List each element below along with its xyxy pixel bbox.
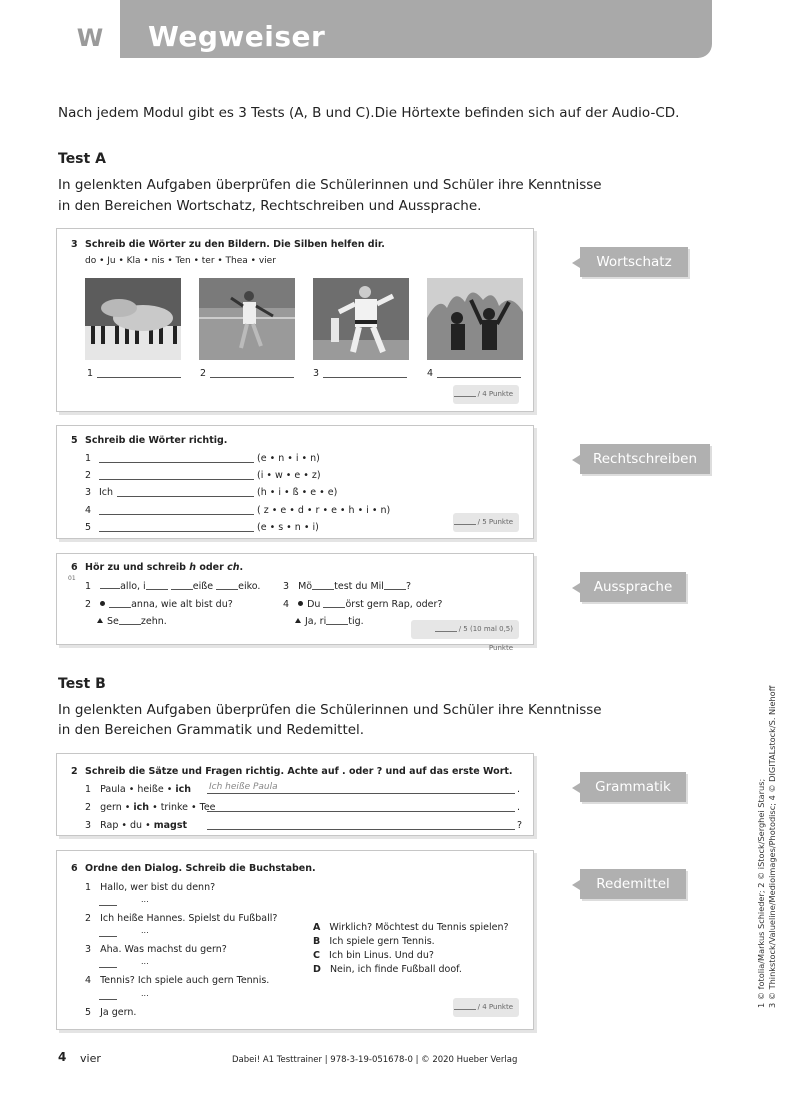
sample-answer: Ich heiße Paula: [209, 782, 278, 792]
tag-grammatik: Grammatik: [580, 772, 686, 802]
triangle-icon: [97, 618, 103, 623]
tag-aussprache: Aussprache: [580, 572, 686, 602]
option-item: D Nein, ich finde Fußball doof.: [313, 964, 462, 975]
score-box: / 4 Punkte: [453, 385, 519, 404]
letter-hint: ( z • e • d • r • e • h • i • n): [257, 505, 391, 516]
letter-hint: (i • w • e • z): [257, 470, 321, 481]
answer-label: 4: [427, 368, 434, 379]
answer-line[interactable]: [207, 811, 515, 812]
answer-line[interactable]: [99, 936, 117, 937]
letter-hint: (e • n • i • n): [257, 453, 320, 464]
punctuation: .: [517, 784, 521, 795]
task-number: 2: [71, 766, 78, 777]
line-1: 1 allo, i eiße eiko.: [85, 581, 261, 592]
line-2: 2 anna, wie alt bist du?: [85, 599, 233, 610]
dots: ...: [141, 926, 149, 935]
row-2: 2 gern • ich • trinke • Tee: [85, 802, 216, 813]
exercise-box-rechtschreiben: [56, 425, 534, 539]
test-b-heading: Test B: [58, 676, 106, 692]
intro-text: Nach jedem Modul gibt es 3 Tests (A, B und C).Die Hörtexte befinden sich auf der Audio-CD.: [58, 105, 680, 121]
bullet-icon: [298, 601, 303, 606]
letter-hint: (h • i • ß • e • e): [257, 487, 338, 498]
dots: ...: [141, 989, 149, 998]
line-6: Ja, ri tig.: [295, 616, 364, 627]
letter-hint: (e • s • n • i): [257, 522, 319, 533]
answer-label: 1: [87, 368, 94, 379]
answer-line[interactable]: [437, 377, 521, 378]
line-5: 4 Du örst gern Rap, oder?: [283, 599, 443, 610]
dots: ...: [141, 895, 149, 904]
audio-track-number: 01: [68, 575, 76, 582]
footer-publisher: Dabei! A1 Testtrainer | 978-3-19-051678-0 | © 2020 Hueber Verlag: [232, 1055, 518, 1065]
dialog-item: 5 Ja gern.: [85, 1007, 137, 1018]
answer-line[interactable]: [207, 793, 515, 794]
score-box: / 5 Punkte: [453, 513, 519, 532]
task-instruction: Schreib die Sätze und Fragen richtig. Achte auf . oder ? und auf das erste Wort.: [85, 766, 513, 777]
task-instruction: Schreib die Wörter zu den Bildern. Die Silben helfen dir.: [85, 239, 385, 250]
tag-wortschatz: Wortschatz: [580, 247, 688, 277]
row-number: 3: [85, 487, 92, 498]
answer-label: 3: [313, 368, 320, 379]
score-box: / 5 (10 mal 0,5) Punkte: [411, 620, 519, 639]
option-item: A Wirklich? Möchtest du Tennis spielen?: [313, 922, 509, 933]
dialog-item: 4 Tennis? Ich spiele auch gern Tennis.: [85, 975, 270, 986]
answer-line[interactable]: [210, 377, 294, 378]
answer-line[interactable]: [99, 531, 254, 532]
answer-line[interactable]: [99, 999, 117, 1000]
tag-rechtschreiben: Rechtschreiben: [580, 444, 710, 474]
test-b-para-1: In gelenkten Aufgaben überprüfen die Schülerinnen und Schüler ihre Kenntnisse: [58, 702, 602, 718]
judo-photo: [313, 278, 409, 360]
dialog-item: 2 Ich heiße Hannes. Spielst du Fußball?: [85, 913, 278, 924]
page-word: vier: [80, 1052, 101, 1065]
tennis-photo: [199, 278, 295, 360]
answer-line[interactable]: [99, 479, 254, 480]
task-instruction: Schreib die Wörter richtig.: [85, 435, 228, 446]
bullet-icon: [100, 601, 105, 606]
page-number: 4: [58, 1050, 67, 1064]
answer-line[interactable]: [207, 829, 515, 830]
triangle-icon: [295, 618, 301, 623]
test-a-para-1: In gelenkten Aufgaben überprüfen die Schülerinnen und Schüler ihre Kenntnisse: [58, 177, 602, 193]
exercise-box-aussprache: [56, 553, 534, 652]
piano-photo: [85, 278, 181, 360]
theater-photo: [427, 278, 523, 360]
page-title: Wegweiser: [148, 20, 326, 53]
dots: ...: [141, 957, 149, 966]
row-3: 3 Rap • du • magst: [85, 820, 188, 831]
answer-line[interactable]: [99, 967, 117, 968]
exercise-box-redemittel: [56, 850, 534, 1030]
row-1: 1 Paula • heiße • ich: [85, 784, 191, 795]
answer-line[interactable]: [99, 905, 117, 906]
row-number: 1: [85, 453, 92, 464]
answer-line[interactable]: [99, 462, 254, 463]
punctuation: ?: [517, 820, 523, 831]
option-item: B Ich spiele gern Tennis.: [313, 936, 435, 947]
task-instruction: Ordne den Dialog. Schreib die Buchstaben.: [85, 863, 316, 874]
dialog-item: 3 Aha. Was machst du gern?: [85, 944, 227, 955]
answer-line[interactable]: [323, 377, 407, 378]
row-number: 2: [85, 470, 92, 481]
syllables: do • Ju • Kla • nis • Ten • ter • Thea • vier: [85, 256, 276, 266]
task-number: 3: [71, 239, 78, 250]
test-a-para-2: in den Bereichen Wortschatz, Rechtschreiben und Aussprache.: [58, 198, 482, 214]
test-b-para-2: in den Bereichen Grammatik und Redemittel.: [58, 722, 365, 738]
header-badge: W: [60, 0, 122, 58]
task-number: 5: [71, 435, 78, 446]
answer-line[interactable]: [97, 377, 181, 378]
row-number: 4: [85, 505, 92, 516]
exercise-box-grammatik: [56, 753, 534, 836]
score-box: / 4 Punkte: [453, 998, 519, 1017]
exercise-box-wortschatz: [56, 228, 534, 412]
task-number: 6: [71, 562, 78, 573]
answer-label: 2: [200, 368, 207, 379]
answer-line[interactable]: [117, 496, 254, 497]
answer-line[interactable]: [99, 514, 254, 515]
test-a-heading: Test A: [58, 151, 106, 167]
photo-credits: 1 © fotolia/Markus Schieder; 2 © iStock/Serghei Starus; 3 © Thinkstock/Valueline/Medioimages/Photodisc; 4 © DIGITALstock/S. Niehoff: [756, 685, 777, 1008]
tag-redemittel: Redemittel: [580, 869, 686, 899]
punctuation: .: [517, 802, 521, 813]
task-number: 6: [71, 863, 78, 874]
dialog-item: 1 Hallo, wer bist du denn?: [85, 882, 216, 893]
task-instruction: Hör zu und schreib h oder ch.: [85, 562, 244, 573]
option-item: C Ich bin Linus. Und du?: [313, 950, 434, 961]
line-3: Se zehn.: [97, 616, 167, 627]
line-4: 3 Mö test du Mil ?: [283, 581, 411, 592]
row-number: 5: [85, 522, 92, 533]
row-prefix: Ich: [99, 487, 114, 498]
